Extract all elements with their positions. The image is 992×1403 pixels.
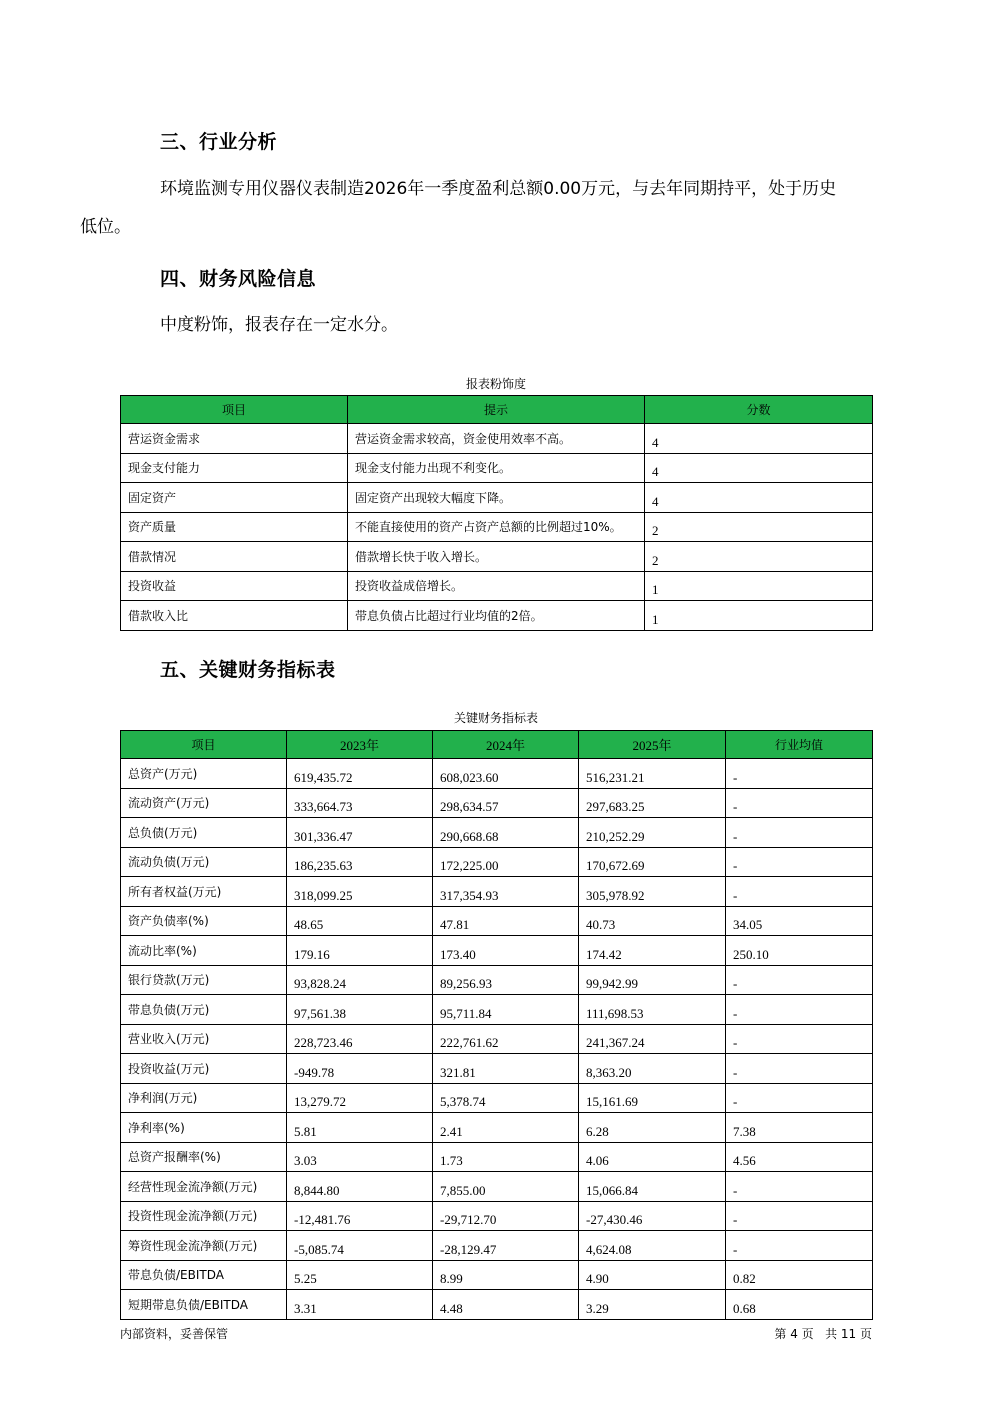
indicator-2024-cell: 317,354.93 xyxy=(433,877,579,907)
risk-table-header-row xyxy=(121,396,873,424)
indicator-header-industry-avg: 行业均值 xyxy=(726,731,873,759)
indicator-2025-cell: 3.29 xyxy=(579,1290,726,1320)
indicator-2024-cell: 298,634.57 xyxy=(433,788,579,818)
risk-item-cell: 投资收益 xyxy=(121,571,348,601)
risk-item-cell: 资产质量 xyxy=(121,512,348,542)
indicator-name-cell: 筹资性现金流净额(万元) xyxy=(121,1231,287,1261)
risk-header-item: 项目 xyxy=(121,396,348,424)
indicator-name-cell: 短期带息负债/EBITDA xyxy=(121,1290,287,1320)
indicator-2025-cell: 8,363.20 xyxy=(579,1054,726,1084)
risk-score-cell: 1 xyxy=(645,571,873,601)
indicator-avg-cell: 7.38 xyxy=(726,1113,873,1143)
indicator-table-row xyxy=(121,1231,873,1261)
indicator-name-cell: 经营性现金流净额(万元) xyxy=(121,1172,287,1202)
indicator-header-2023: 2023年 xyxy=(287,731,433,759)
indicator-2023-cell: 619,435.72 xyxy=(287,759,433,789)
indicator-table-row xyxy=(121,1054,873,1084)
indicator-2025-cell: 305,978.92 xyxy=(579,877,726,907)
industry-paragraph xyxy=(80,170,872,246)
indicator-name-cell: 总负债(万元) xyxy=(121,818,287,848)
indicator-name-cell: 所有者权益(万元) xyxy=(121,877,287,907)
risk-score-cell: 1 xyxy=(645,601,873,631)
indicator-2024-cell: 2.41 xyxy=(433,1113,579,1143)
indicator-avg-cell: - xyxy=(726,847,873,877)
indicator-name-cell: 总资产报酬率(%) xyxy=(121,1142,287,1172)
indicator-2023-cell: 301,336.47 xyxy=(287,818,433,848)
indicator-2023-cell: 8,844.80 xyxy=(287,1172,433,1202)
risk-table xyxy=(120,395,873,631)
risk-hint-cell: 营运资金需求较高，资金使用效率不高。 xyxy=(348,424,645,454)
indicator-table xyxy=(120,730,873,1320)
indicator-avg-cell: - xyxy=(726,1024,873,1054)
indicator-table-row xyxy=(121,1290,873,1320)
indicator-table-row xyxy=(121,1172,873,1202)
indicator-table-row xyxy=(121,1142,873,1172)
indicator-2023-cell: 48.65 xyxy=(287,906,433,936)
indicator-table-row xyxy=(121,788,873,818)
industry-paragraph-line1: 环境监测专用仪器仪表制造2026年一季度盈利总额0.00万元，与去年同期持平，处于历史 xyxy=(160,179,837,199)
indicator-2025-cell: 99,942.99 xyxy=(579,965,726,995)
indicator-table-header-row xyxy=(121,731,873,759)
indicator-2023-cell: -5,085.74 xyxy=(287,1231,433,1261)
indicator-2024-cell: -29,712.70 xyxy=(433,1201,579,1231)
indicator-avg-cell: 4.56 xyxy=(726,1142,873,1172)
indicator-name-cell: 投资性现金流净额(万元) xyxy=(121,1201,287,1231)
indicator-2024-cell: 47.81 xyxy=(433,906,579,936)
indicator-2025-cell: 6.28 xyxy=(579,1113,726,1143)
indicator-2023-cell: 3.31 xyxy=(287,1290,433,1320)
indicator-2023-cell: 5.81 xyxy=(287,1113,433,1143)
risk-item-cell: 借款情况 xyxy=(121,542,348,572)
indicator-2023-cell: 318,099.25 xyxy=(287,877,433,907)
indicator-avg-cell: - xyxy=(726,1201,873,1231)
indicator-2025-cell: 516,231.21 xyxy=(579,759,726,789)
indicator-table-caption: 关键财务指标表 xyxy=(453,711,538,725)
section-heading-industry: 三、行业分析 xyxy=(160,131,278,153)
indicator-avg-cell: - xyxy=(726,788,873,818)
indicator-2024-cell: 222,761.62 xyxy=(433,1024,579,1054)
indicator-name-cell: 带息负债/EBITDA xyxy=(121,1260,287,1290)
indicator-2025-cell: 210,252.29 xyxy=(579,818,726,848)
indicator-name-cell: 流动资产(万元) xyxy=(121,788,287,818)
indicator-2023-cell: 97,561.38 xyxy=(287,995,433,1025)
section-heading-risk: 四、财务风险信息 xyxy=(160,268,317,290)
indicator-avg-cell: 250.10 xyxy=(726,936,873,966)
indicator-header-2025: 2025年 xyxy=(579,731,726,759)
risk-table-row xyxy=(121,424,873,454)
indicator-2025-cell: 170,672.69 xyxy=(579,847,726,877)
indicator-header-item: 项目 xyxy=(121,731,287,759)
indicator-avg-cell: - xyxy=(726,995,873,1025)
indicator-2023-cell: 186,235.63 xyxy=(287,847,433,877)
indicator-2024-cell: 8.99 xyxy=(433,1260,579,1290)
indicator-name-cell: 银行贷款(万元) xyxy=(121,965,287,995)
industry-paragraph-line2: 低位。 xyxy=(80,217,131,237)
risk-table-row xyxy=(121,453,873,483)
risk-score-cell: 2 xyxy=(645,542,873,572)
indicator-2024-cell: 89,256.93 xyxy=(433,965,579,995)
indicator-name-cell: 总资产(万元) xyxy=(121,759,287,789)
indicator-2025-cell: 40.73 xyxy=(579,906,726,936)
indicator-avg-cell: 0.68 xyxy=(726,1290,873,1320)
indicator-2023-cell: 13,279.72 xyxy=(287,1083,433,1113)
risk-item-cell: 固定资产 xyxy=(121,483,348,513)
indicator-avg-cell: 34.05 xyxy=(726,906,873,936)
risk-item-cell: 营运资金需求 xyxy=(121,424,348,454)
risk-hint-cell: 借款增长快于收入增长。 xyxy=(348,542,645,572)
risk-table-row xyxy=(121,483,873,513)
indicator-avg-cell: - xyxy=(726,1172,873,1202)
indicator-2023-cell: 3.03 xyxy=(287,1142,433,1172)
indicator-2025-cell: 241,367.24 xyxy=(579,1024,726,1054)
indicator-2024-cell: 290,668.68 xyxy=(433,818,579,848)
indicator-name-cell: 资产负债率(%) xyxy=(121,906,287,936)
indicator-name-cell: 营业收入(万元) xyxy=(121,1024,287,1054)
indicator-table-row xyxy=(121,1024,873,1054)
risk-table-row xyxy=(121,512,873,542)
indicator-avg-cell: - xyxy=(726,759,873,789)
indicator-2025-cell: 111,698.53 xyxy=(579,995,726,1025)
risk-score-cell: 4 xyxy=(645,453,873,483)
risk-table-caption: 报表粉饰度 xyxy=(465,377,526,391)
indicator-2025-cell: 174.42 xyxy=(579,936,726,966)
risk-hint-cell: 投资收益成倍增长。 xyxy=(348,571,645,601)
indicator-name-cell: 投资收益(万元) xyxy=(121,1054,287,1084)
indicator-avg-cell: - xyxy=(726,877,873,907)
indicator-2024-cell: 321.81 xyxy=(433,1054,579,1084)
indicator-avg-cell: - xyxy=(726,1083,873,1113)
indicator-2025-cell: 4,624.08 xyxy=(579,1231,726,1261)
indicator-2025-cell: -27,430.46 xyxy=(579,1201,726,1231)
indicator-2024-cell: 5,378.74 xyxy=(433,1083,579,1113)
indicator-2025-cell: 15,066.84 xyxy=(579,1172,726,1202)
indicator-2025-cell: 4.90 xyxy=(579,1260,726,1290)
footer-confidential: 内部资料，妥善保管 xyxy=(120,1327,229,1341)
indicator-table-row xyxy=(121,1083,873,1113)
risk-score-cell: 2 xyxy=(645,512,873,542)
indicator-2024-cell: 608,023.60 xyxy=(433,759,579,789)
risk-item-cell: 现金支付能力 xyxy=(121,453,348,483)
indicator-2025-cell: 15,161.69 xyxy=(579,1083,726,1113)
indicator-2024-cell: 173.40 xyxy=(433,936,579,966)
indicator-2023-cell: -12,481.76 xyxy=(287,1201,433,1231)
indicator-table-row xyxy=(121,965,873,995)
indicator-table-row xyxy=(121,936,873,966)
indicator-table-row xyxy=(121,847,873,877)
risk-item-cell: 借款收入比 xyxy=(121,601,348,631)
indicator-avg-cell: - xyxy=(726,965,873,995)
indicator-name-cell: 流动比率(%) xyxy=(121,936,287,966)
risk-score-cell: 4 xyxy=(645,483,873,513)
risk-score-cell: 4 xyxy=(645,424,873,454)
indicator-table-row xyxy=(121,759,873,789)
indicator-2023-cell: -949.78 xyxy=(287,1054,433,1084)
indicator-2023-cell: 333,664.73 xyxy=(287,788,433,818)
indicator-2023-cell: 5.25 xyxy=(287,1260,433,1290)
risk-header-score: 分数 xyxy=(645,396,873,424)
indicator-table-row xyxy=(121,818,873,848)
indicator-name-cell: 带息负债(万元) xyxy=(121,995,287,1025)
indicator-avg-cell: - xyxy=(726,1231,873,1261)
risk-table-row xyxy=(121,571,873,601)
indicator-2024-cell: 7,855.00 xyxy=(433,1172,579,1202)
indicator-table-row xyxy=(121,1260,873,1290)
indicator-name-cell: 净利率(%) xyxy=(121,1113,287,1143)
indicator-name-cell: 流动负债(万元) xyxy=(121,847,287,877)
indicator-table-row xyxy=(121,995,873,1025)
indicator-avg-cell: - xyxy=(726,818,873,848)
indicator-2023-cell: 179.16 xyxy=(287,936,433,966)
risk-hint-cell: 现金支付能力出现不利变化。 xyxy=(348,453,645,483)
indicator-table-row xyxy=(121,1201,873,1231)
indicator-2025-cell: 4.06 xyxy=(579,1142,726,1172)
indicator-2024-cell: 95,711.84 xyxy=(433,995,579,1025)
indicator-name-cell: 净利润(万元) xyxy=(121,1083,287,1113)
indicator-2024-cell: 172,225.00 xyxy=(433,847,579,877)
risk-table-row xyxy=(121,601,873,631)
risk-paragraph: 中度粉饰，报表存在一定水分。 xyxy=(160,315,398,335)
indicator-avg-cell: 0.82 xyxy=(726,1260,873,1290)
indicator-2023-cell: 228,723.46 xyxy=(287,1024,433,1054)
indicator-2023-cell: 93,828.24 xyxy=(287,965,433,995)
indicator-table-row xyxy=(121,877,873,907)
risk-header-hint: 提示 xyxy=(348,396,645,424)
risk-hint-cell: 带息负债占比超过行业均值的2倍。 xyxy=(348,601,645,631)
indicator-header-2024: 2024年 xyxy=(433,731,579,759)
indicator-2024-cell: -28,129.47 xyxy=(433,1231,579,1261)
indicator-table-row xyxy=(121,906,873,936)
footer-page-number: 第 4 页 共 11 页 xyxy=(774,1327,872,1341)
indicator-table-row xyxy=(121,1113,873,1143)
indicator-avg-cell: - xyxy=(726,1054,873,1084)
indicator-2024-cell: 4.48 xyxy=(433,1290,579,1320)
risk-hint-cell: 不能直接使用的资产占资产总额的比例超过10%。 xyxy=(348,512,645,542)
risk-table-row xyxy=(121,542,873,572)
risk-hint-cell: 固定资产出现较大幅度下降。 xyxy=(348,483,645,513)
indicator-2025-cell: 297,683.25 xyxy=(579,788,726,818)
section-heading-indicators: 五、关键财务指标表 xyxy=(160,659,336,681)
indicator-2024-cell: 1.73 xyxy=(433,1142,579,1172)
